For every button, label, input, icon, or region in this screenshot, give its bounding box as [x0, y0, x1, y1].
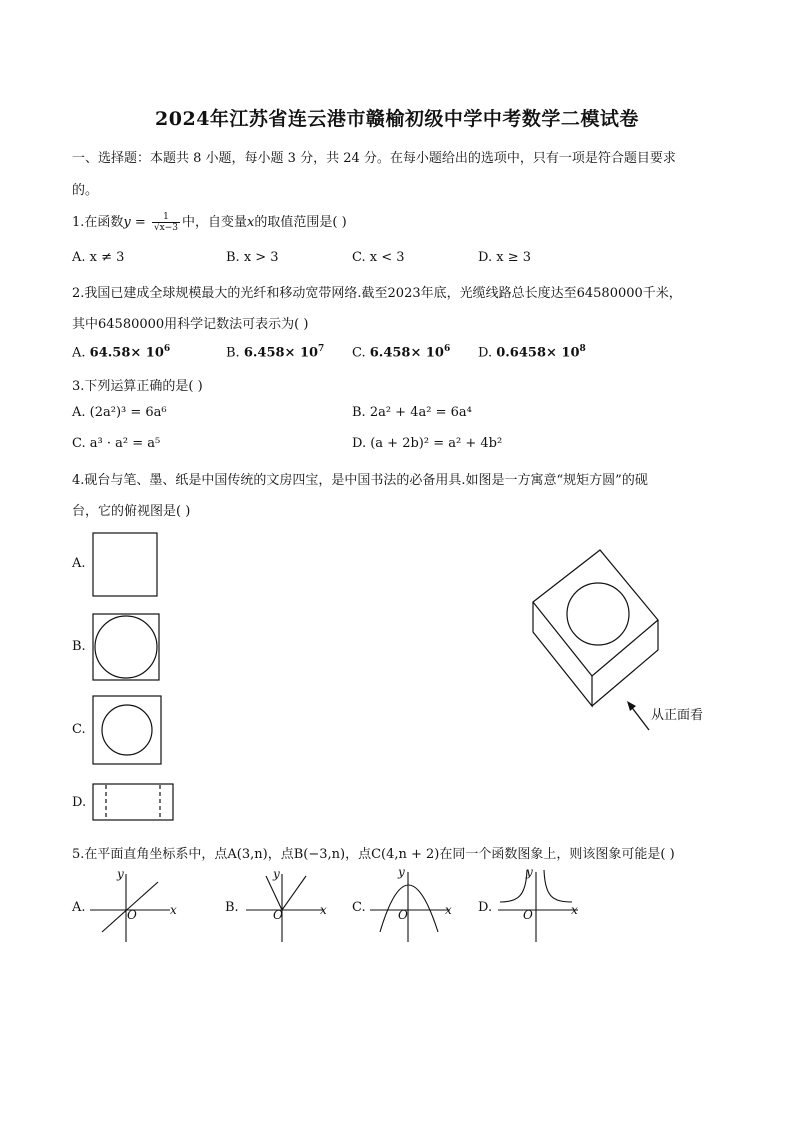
q1-eq: =: [130, 215, 150, 230]
q1-fraction: [152, 212, 180, 233]
q2-option-b-base: 6.458× 10: [243, 345, 319, 361]
section-instructions-line2: 的。: [72, 183, 99, 198]
q1-option-b[interactable]: B. x > 3: [226, 250, 279, 265]
q5-d-origin-label: O: [523, 908, 533, 922]
q2-option-a-exp: 6: [163, 344, 171, 354]
q1-prefix: 1.在函数: [72, 215, 124, 230]
question-5-stem: 5.在平面直角坐标系中，点A(3,n)，点B(−3,n)，点C(4,n + 2)在同一个函数图象上，则该图象可能是( ): [72, 847, 675, 862]
q4-option-c-figure[interactable]: [92, 695, 164, 767]
q1-option-a[interactable]: A. x ≠ 3: [72, 250, 125, 265]
q3-option-d[interactable]: D. (a + 2b)² = a² + 4b²: [352, 436, 503, 451]
view-direction-label: 从正面看: [651, 708, 704, 723]
q5-d-x-label: x: [571, 903, 578, 917]
q5-a-x-label: x: [170, 903, 177, 917]
q1-var-x: x: [247, 215, 255, 230]
q5-c-origin-label: O: [398, 908, 408, 922]
page-title: 2024年江苏省连云港市赣榆初级中学中考数学二模试卷: [155, 108, 639, 130]
q5-a-y-label: y: [117, 867, 124, 881]
q3-option-a[interactable]: A. (2a²)³ = 6a⁶: [72, 405, 167, 420]
q4-option-d-label: D.: [72, 795, 87, 810]
q1-var-y: y: [123, 215, 131, 230]
q2-option-c-exp: 6: [443, 344, 451, 354]
q5-option-d-label: D.: [478, 900, 493, 915]
question-3-stem: 3.下列运算正确的是( ): [72, 379, 203, 394]
q4-option-c-label: C.: [72, 722, 86, 737]
question-4-line2: 台，它的俯视图是( ): [72, 504, 191, 519]
q2-option-a-label: A.: [72, 345, 90, 361]
q1-option-c[interactable]: C. x < 3: [352, 250, 405, 265]
q5-a-origin-label: O: [127, 908, 137, 922]
q1-option-d[interactable]: D. x ≥ 3: [478, 250, 531, 265]
q2-option-c-base: 6.458× 10: [369, 345, 444, 361]
q2-option-b-label: B.: [226, 345, 244, 361]
q4-option-a-figure[interactable]: [92, 532, 160, 598]
section-instructions-line1: 一、选择题：本题共 8 小题，每小题 3 分，共 24 分。在每小题给出的选项中，只有一项是符合题目要求: [72, 151, 676, 166]
q5-d-y-label: y: [526, 865, 533, 879]
inkstone-3d-figure: [528, 546, 668, 736]
q5-option-a-label: A.: [72, 900, 86, 915]
q1-denominator: √x−3: [153, 223, 179, 233]
q5-option-b-label: B.: [225, 900, 239, 915]
question-4-line1: 4.砚台与笔、墨、纸是中国传统的文房四宝，是中国书法的必备用具.如图是一方寓意“规矩方圆”的砚: [72, 473, 648, 488]
q4-option-a-label: A.: [72, 556, 86, 571]
q5-b-origin-label: O: [273, 908, 283, 922]
q2-option-d-exp: 8: [579, 344, 586, 354]
q2-option-d-base: 0.6458× 10: [496, 345, 580, 361]
q2-option-a-base: 64.58× 10: [89, 345, 164, 361]
q5-option-b-graph[interactable]: [242, 868, 342, 946]
q2-option-b-exp: 7: [318, 344, 325, 354]
question-1-stem: [72, 211, 347, 233]
q4-option-d-figure[interactable]: [92, 783, 176, 823]
q2-option-c-label: C.: [352, 345, 370, 361]
q1-mid: 中，自变量: [182, 215, 248, 230]
q5-c-y-label: y: [398, 865, 405, 879]
q4-option-b-figure[interactable]: [92, 613, 162, 683]
q2-option-d[interactable]: [478, 344, 586, 360]
q2-option-c[interactable]: [352, 344, 450, 360]
q1-numerator: 1: [152, 212, 180, 223]
q2-option-a[interactable]: [72, 344, 170, 360]
question-2-line2: 其中64580000用科学记数法可表示为( ): [72, 317, 309, 332]
q3-option-b[interactable]: B. 2a² + 4a² = 6a⁴: [352, 405, 472, 420]
q5-c-x-label: x: [445, 903, 452, 917]
q5-b-x-label: x: [320, 903, 327, 917]
q5-b-y-label: y: [273, 867, 280, 881]
q1-suffix: 的取值范围是( ): [254, 215, 347, 230]
q5-option-c-label: C.: [352, 900, 366, 915]
q2-option-b[interactable]: [226, 344, 324, 360]
question-2-line1: 2.我国已建成全球规模最大的光纤和移动宽带网络.截至2023年底，光缆线路总长度达至64580000千米，: [72, 286, 682, 301]
q3-option-c[interactable]: C. a³ · a² = a⁵: [72, 436, 161, 451]
q2-option-d-label: D.: [478, 345, 497, 361]
q4-option-b-label: B.: [72, 639, 86, 654]
